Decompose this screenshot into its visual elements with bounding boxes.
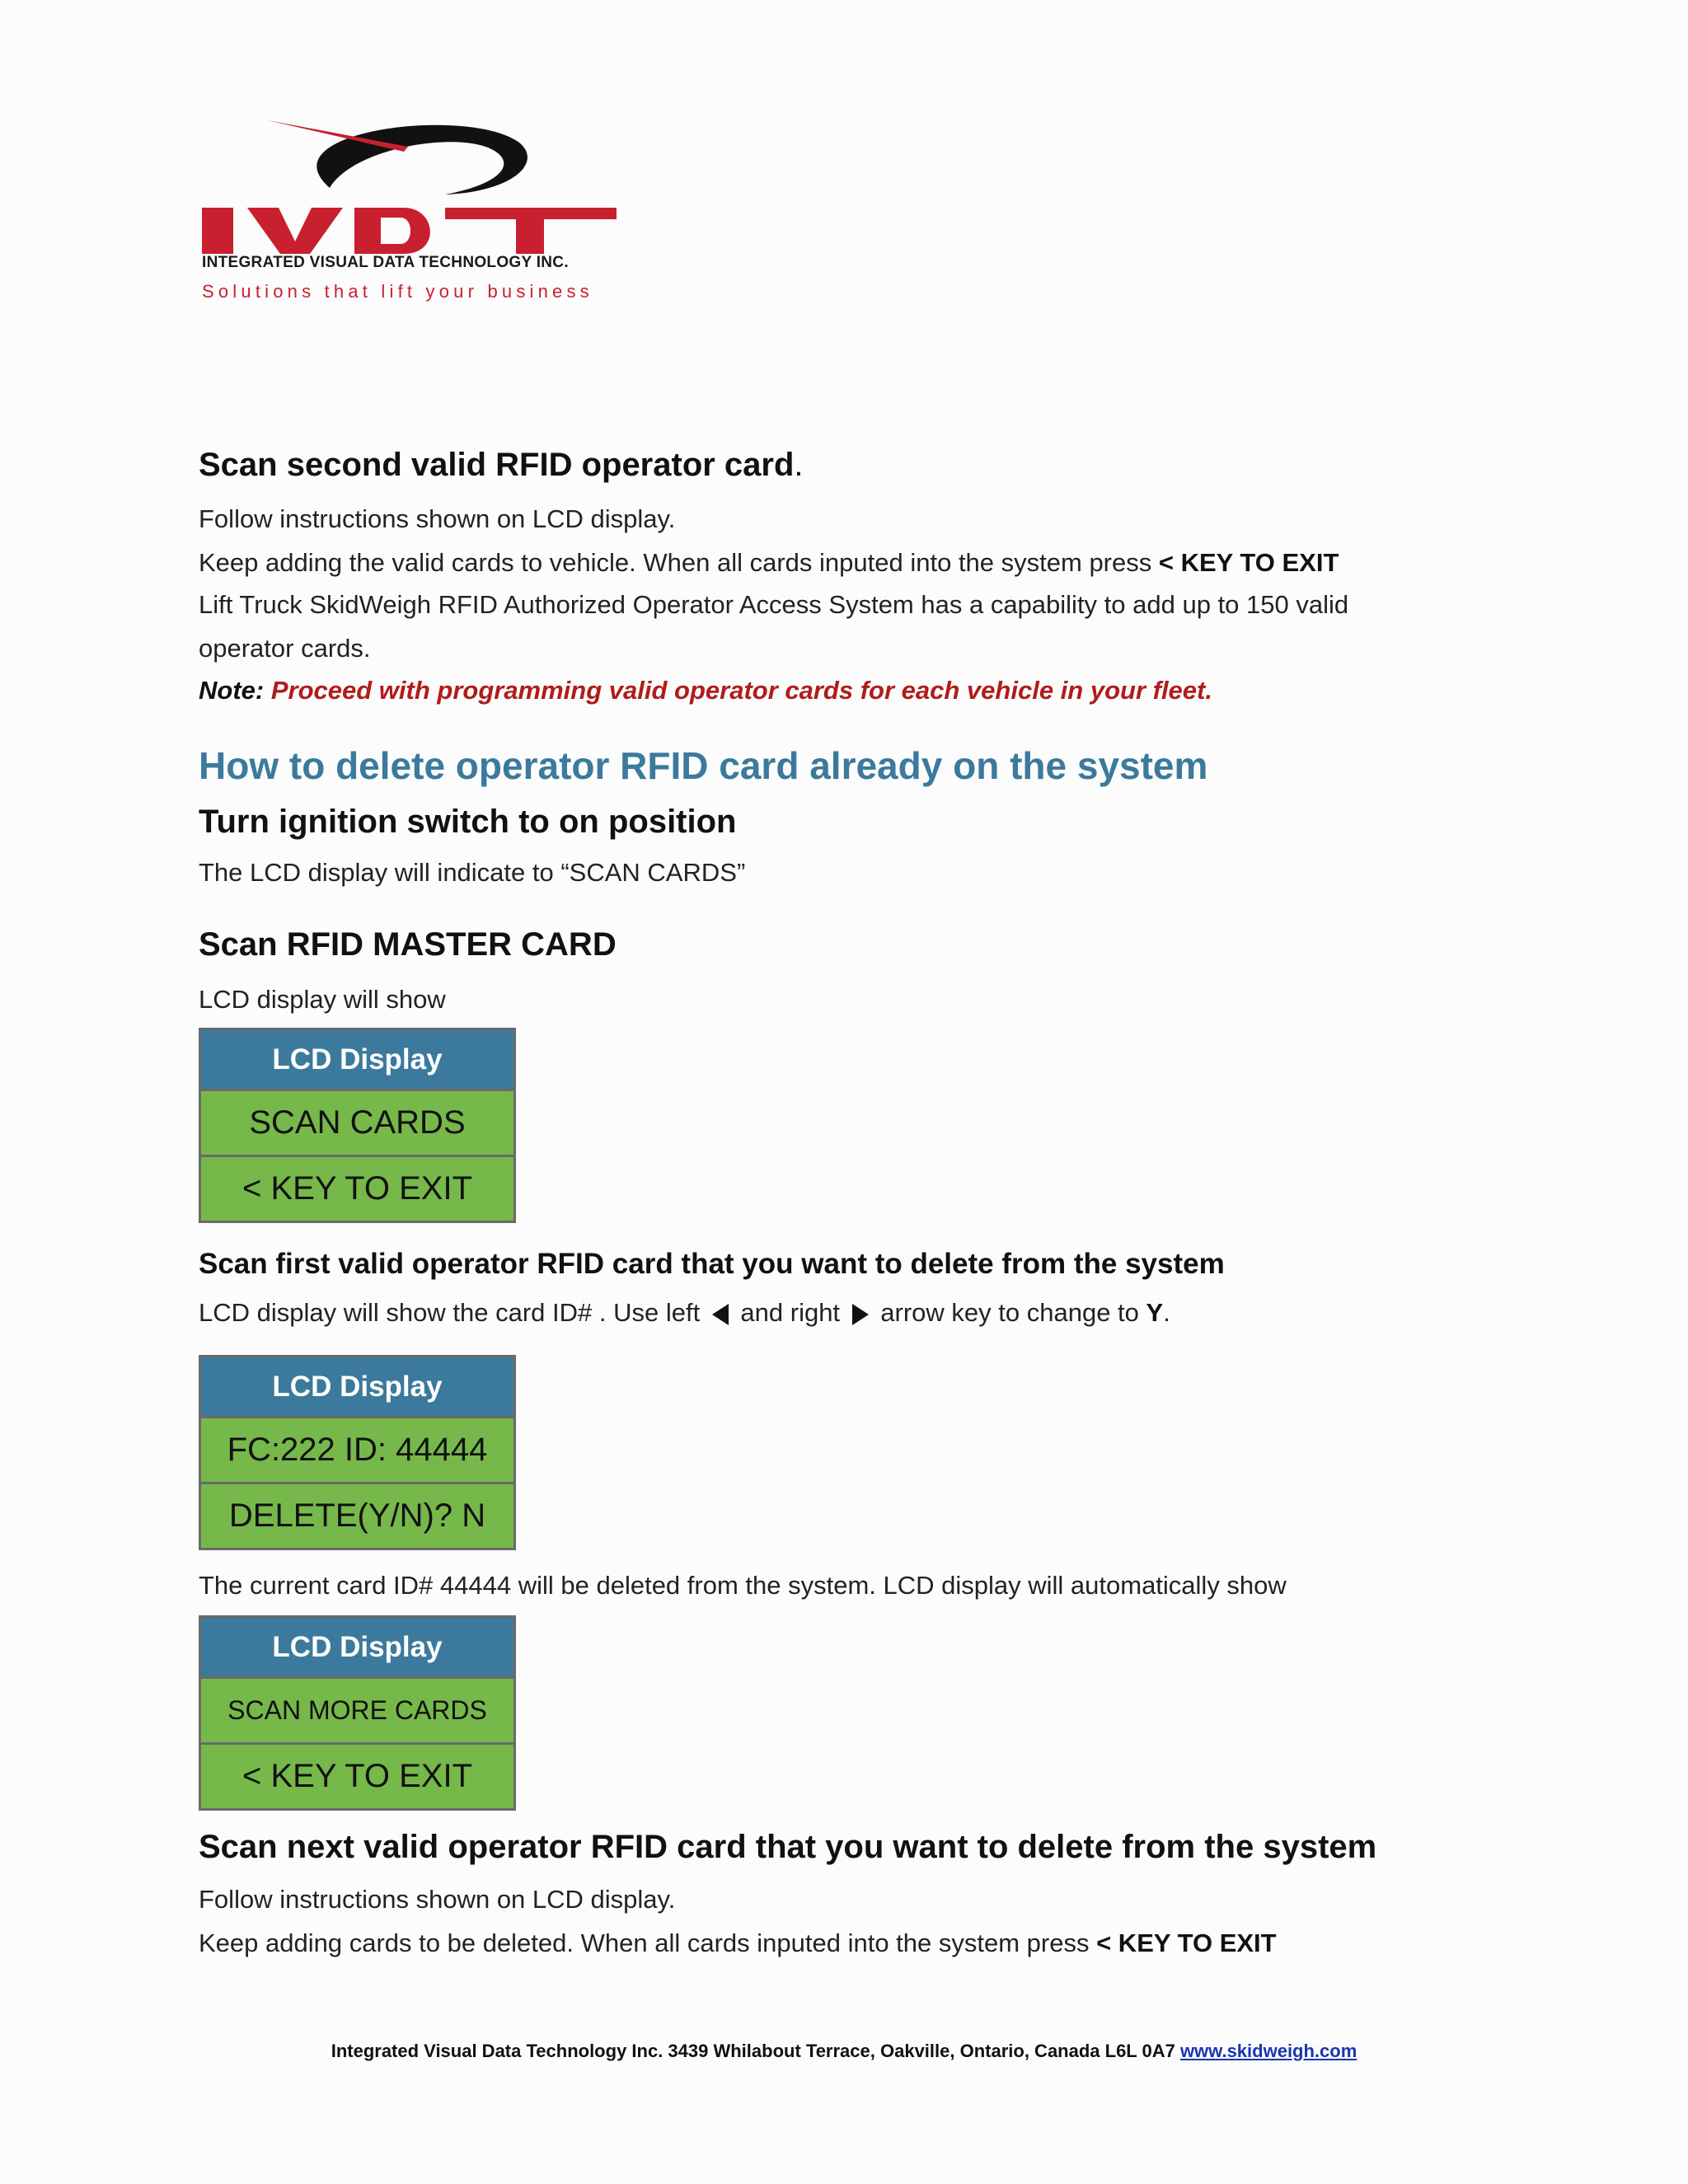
footer-address: Integrated Visual Data Technology Inc. 3439 Whilabout Terrace, Oakville, Ontario, Canada L6L 0A7 [331, 2041, 1180, 2061]
paragraph-text: and right [733, 1298, 847, 1327]
lcd-display-panel [199, 1028, 516, 1223]
paragraph: LCD display will show [199, 985, 446, 1014]
lcd-display-panel [199, 1355, 516, 1550]
lcd-header: LCD Display [201, 1618, 513, 1676]
lcd-line: < KEY TO EXIT [201, 1742, 513, 1808]
section-title-delete: How to delete operator RFID card already on the system [199, 744, 1208, 787]
paragraph: operator cards. [199, 634, 371, 663]
paragraph-text: LCD display will show the card ID# . Use left [199, 1298, 707, 1327]
lcd-header: LCD Display [201, 1030, 513, 1089]
lcd-line: < KEY TO EXIT [201, 1155, 513, 1221]
paragraph: The LCD display will indicate to “SCAN CARDS” [199, 858, 746, 887]
note-label: Note: [199, 676, 265, 705]
lcd-line: SCAN MORE CARDS [201, 1676, 513, 1742]
paragraph [199, 1929, 1277, 1958]
company-logo [198, 97, 626, 262]
step-heading: Scan next valid operator RFID card that you want to delete from the system [199, 1829, 1377, 1865]
left-arrow-icon [712, 1304, 729, 1325]
lcd-line: DELETE(Y/N)? N [201, 1482, 513, 1548]
step-heading: Scan RFID MASTER CARD [199, 926, 617, 963]
paragraph-text: . [1163, 1298, 1170, 1327]
lcd-display-panel [199, 1615, 516, 1811]
paragraph-text: arrow key to change to [873, 1298, 1146, 1327]
key-label: Y [1146, 1298, 1164, 1327]
heading-period: . [794, 447, 804, 483]
paragraph: Follow instructions shown on LCD display. [199, 504, 676, 533]
lcd-header: LCD Display [201, 1357, 513, 1416]
lcd-line: SCAN CARDS [201, 1089, 513, 1155]
key-label: < KEY TO EXIT [1158, 548, 1339, 577]
paragraph: Lift Truck SkidWeigh RFID Authorized Operator Access System has a capability to add up to 150 valid [199, 590, 1349, 619]
step-heading: Turn ignition switch to on position [199, 804, 737, 840]
logo-tagline: Solutions that lift your business [202, 281, 593, 302]
logo-company-name: INTEGRATED VISUAL DATA TECHNOLOGY INC. [202, 254, 569, 271]
heading-text: Scan second valid RFID operator card [199, 447, 795, 483]
note [199, 676, 1212, 705]
note-text: Proceed with programming valid operator cards for each vehicle in your fleet. [264, 676, 1212, 705]
paragraph-text: Keep adding the valid cards to vehicle. When all cards inputed into the system press [199, 548, 1159, 577]
ivdt-logo-graphic [198, 97, 626, 262]
key-label: < KEY TO EXIT [1096, 1929, 1277, 1957]
step-heading: Scan first valid operator RFID card that you want to delete from the system [199, 1248, 1225, 1280]
paragraph [199, 548, 1339, 578]
paragraph [199, 1298, 1170, 1328]
website-link[interactable]: www.skidweigh.com [1179, 2041, 1357, 2061]
paragraph-text: Keep adding cards to be deleted. When all cards inputed into the system press [199, 1929, 1097, 1957]
paragraph: The current card ID# 44444 will be deleted from the system. LCD display will automatically show [199, 1571, 1287, 1600]
right-arrow-icon [852, 1304, 869, 1325]
lcd-line: FC:222 ID: 44444 [201, 1416, 513, 1482]
page-footer [0, 2041, 1688, 2062]
paragraph: Follow instructions shown on LCD display. [199, 1885, 676, 1914]
section-heading-scan-second [199, 447, 804, 484]
